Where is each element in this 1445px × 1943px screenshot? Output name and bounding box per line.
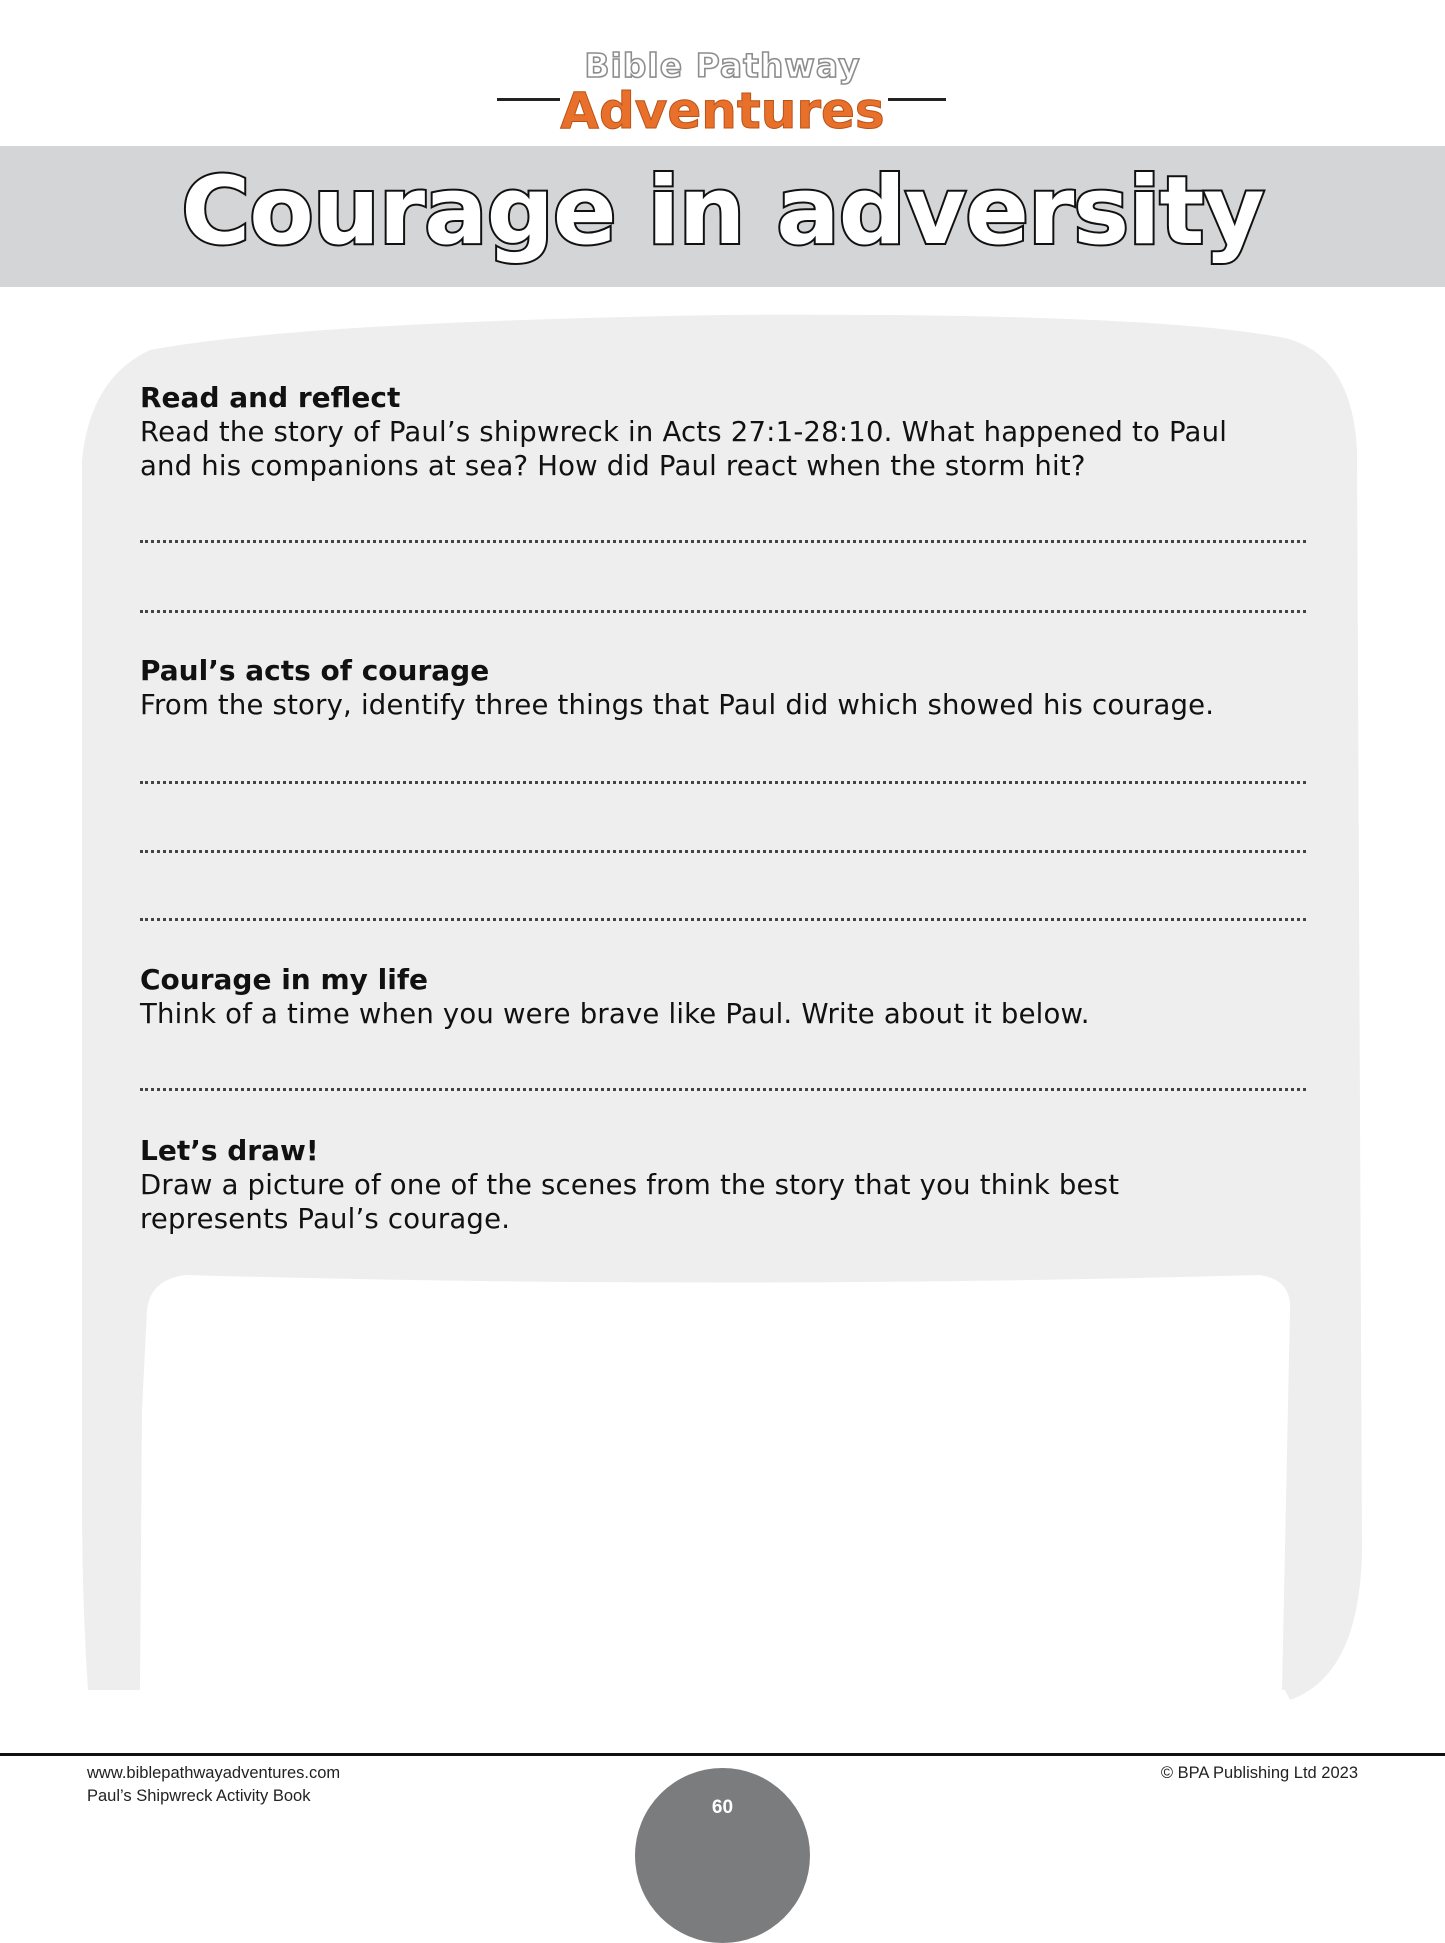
page-number-badge <box>635 1768 810 1943</box>
publisher-logo <box>0 40 1445 145</box>
page-title: Courage in adversity <box>181 157 1264 266</box>
section-lets-draw <box>140 1134 1320 1236</box>
title-banner <box>0 146 1445 287</box>
section-text-line: Think of a time when you were brave like Paul. Write about it below. <box>140 998 1090 1030</box>
section-pauls-acts-of-courage <box>140 654 1320 722</box>
section-heading: Let’s draw! <box>140 1134 319 1167</box>
answer-line[interactable] <box>140 610 1306 613</box>
answer-line[interactable] <box>140 781 1306 784</box>
footer-book-title: Paul’s Shipwreck Activity Book <box>87 1787 311 1805</box>
section-text-line: Read the story of Paul’s shipwreck in Acts 27:1-28:10. What happened to Paul <box>140 416 1228 448</box>
answer-line[interactable] <box>140 850 1306 853</box>
section-courage-in-my-life <box>140 963 1320 1031</box>
answer-line[interactable] <box>140 918 1306 921</box>
footer-copyright: © BPA Publishing Ltd 2023 <box>1160 1764 1358 1782</box>
section-text-line: From the story, identify three things that Paul did which showed his courage. <box>140 689 1215 721</box>
section-read-and-reflect <box>140 381 1320 483</box>
section-text-line: represents Paul’s courage. <box>140 1203 511 1235</box>
section-heading: Read and reflect <box>140 381 401 414</box>
section-heading: Courage in my life <box>140 963 429 996</box>
logo-top-text: Bible Pathway <box>584 46 861 85</box>
section-text-line: Draw a picture of one of the scenes from the story that you think best <box>140 1169 1120 1201</box>
page-number: 60 <box>711 1797 734 1818</box>
drawing-area <box>140 1275 1290 1690</box>
logo-main-text: Adventures <box>560 82 885 140</box>
logo-right-rule <box>888 98 946 101</box>
answer-line[interactable] <box>140 540 1306 543</box>
section-heading: Paul’s acts of courage <box>140 654 490 687</box>
footer-website: www.biblepathwayadventures.com <box>87 1764 341 1782</box>
footer-rule <box>0 1753 1445 1756</box>
section-text-line: and his companions at sea? How did Paul react when the storm hit? <box>140 450 1086 482</box>
answer-line[interactable] <box>140 1088 1306 1091</box>
footer-left <box>87 1762 340 1808</box>
